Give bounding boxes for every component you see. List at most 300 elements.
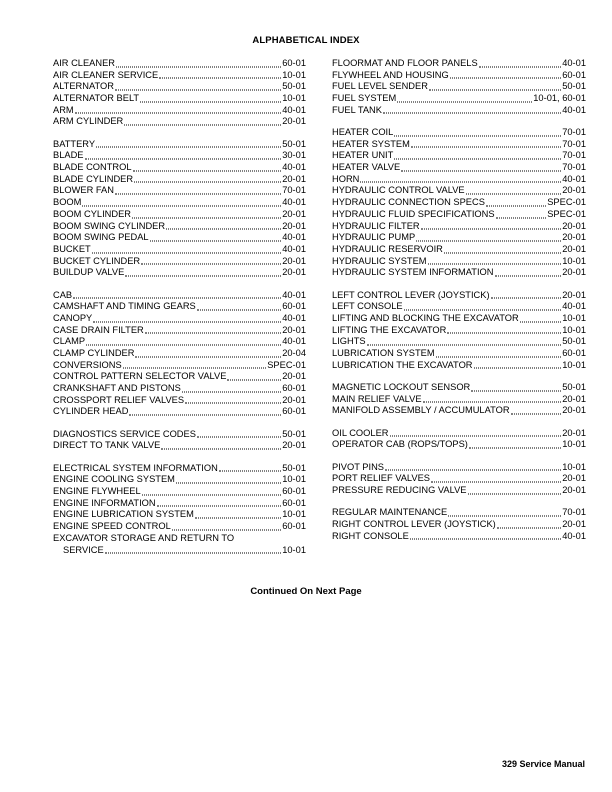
index-entry	[53, 429, 306, 441]
index-entry-name: EXCAVATOR STORAGE AND RETURN TO	[53, 532, 235, 543]
index-entry	[53, 440, 306, 452]
dot-leader	[520, 320, 562, 322]
index-entry-name: MANIFOLD ASSEMBLY / ACCUMULATOR	[332, 405, 510, 416]
dot-leader	[96, 146, 281, 148]
index-entry-name: RIGHT CONTROL LEVER (JOYSTICK)	[332, 518, 496, 529]
index-entry-page: 60-01	[562, 69, 586, 80]
index-group	[332, 428, 586, 451]
index-entry	[332, 462, 586, 474]
dot-leader	[416, 239, 561, 241]
index-entry-name: BLADE	[53, 150, 84, 161]
index-entry-page: 70-01	[282, 185, 306, 196]
index-entry-page: 20-01	[282, 394, 306, 405]
dot-leader	[166, 228, 281, 230]
index-entry	[53, 509, 306, 521]
index-entry-page: 50-01	[562, 381, 586, 392]
index-entry	[53, 185, 306, 197]
dot-leader	[450, 77, 561, 79]
index-entry-page: 40-01	[282, 336, 306, 347]
index-entry-page: 50-01	[282, 428, 306, 439]
dot-leader	[448, 514, 561, 516]
index-entry-page: 70-01	[562, 138, 586, 149]
index-entry-name: FUEL LEVEL SENDER	[332, 81, 428, 92]
dot-leader	[428, 263, 562, 265]
dot-leader	[123, 367, 267, 369]
index-entry-page: 20-01	[562, 243, 586, 254]
index-entry-page: 10-01	[562, 461, 586, 472]
index-entry	[53, 533, 306, 545]
index-entry-page: 50-01	[282, 138, 306, 149]
index-entry-name: HYDRAULIC SYSTEM	[332, 255, 427, 266]
index-entry	[53, 360, 306, 372]
index-entry-page: 10-01	[282, 93, 306, 104]
index-entry-page: 20-01	[562, 393, 586, 404]
dot-leader	[421, 228, 562, 230]
index-entry	[332, 519, 586, 531]
index-entry	[53, 267, 306, 279]
index-entry	[53, 244, 306, 256]
dot-leader	[145, 332, 281, 334]
dot-leader	[115, 89, 281, 91]
index-entry-page: 60-01	[282, 486, 306, 497]
dot-leader	[161, 448, 281, 450]
index-entry-page: 20-04	[282, 348, 306, 358]
index-entry	[53, 313, 306, 325]
index-entry-name: CRANKSHAFT AND PISTONS	[53, 383, 181, 394]
index-entry-page: 20-01	[282, 324, 306, 335]
index-entry	[332, 162, 586, 174]
index-entry-name: HEATER COIL	[332, 127, 394, 138]
index-entry-page: 40-01	[562, 530, 586, 541]
dot-leader	[491, 297, 562, 299]
index-entry-page: 20-01	[562, 220, 586, 231]
index-entry-name: HEATER SYSTEM	[332, 138, 410, 149]
index-entry	[332, 507, 586, 519]
dot-leader	[394, 134, 561, 136]
index-entry	[53, 174, 306, 186]
dot-leader	[105, 552, 282, 554]
index-entry-page: 60-01	[282, 497, 306, 508]
index-entry-name: BUCKET CYLINDER	[53, 255, 141, 266]
index-entry-page: 70-01	[562, 150, 586, 161]
index-entry-name: CAB	[53, 289, 73, 300]
index-entry-page: 10-01, 60-01	[533, 93, 586, 104]
index-entry-page: 70-01	[562, 162, 586, 173]
index-entry-name: CYLINDER HEAD	[53, 406, 129, 417]
index-entry-page: 70-01	[562, 127, 586, 138]
dot-leader	[134, 181, 281, 183]
index-entry-name: FLYWHEEL AND HOUSING	[332, 69, 449, 80]
index-entry-page: 40-01	[282, 162, 306, 173]
index-entry-name: ENGINE SPEED CONTROL	[53, 521, 171, 532]
index-entry	[332, 127, 586, 139]
index-entry-name: BLOWER FAN	[53, 185, 114, 196]
dot-leader	[172, 528, 281, 530]
index-group	[53, 429, 306, 452]
index-entry	[53, 545, 306, 557]
dot-leader	[92, 251, 282, 253]
index-entry	[332, 428, 586, 440]
dot-leader	[176, 482, 281, 484]
index-entry	[332, 105, 586, 117]
index-entry-page: 60-01	[562, 348, 586, 358]
index-entry-page: 20-01	[282, 267, 306, 278]
index-entry-name: PRESSURE REDUCING VALVE	[332, 484, 467, 495]
index-entry-page: 10-01	[282, 544, 306, 555]
index-entry-page: 40-01	[282, 197, 306, 208]
dot-leader	[125, 274, 281, 276]
index-entry-page: 10-01	[562, 324, 586, 335]
index-group	[53, 139, 306, 279]
dot-leader	[75, 112, 282, 114]
dot-leader	[431, 480, 561, 482]
dot-leader	[423, 401, 562, 403]
index-entry-page: 50-01	[562, 336, 586, 347]
dot-leader	[159, 77, 281, 79]
index-entry-name: LEFT CONTROL LEVER (JOYSTICK)	[332, 289, 490, 300]
index-entry	[53, 474, 306, 486]
index-entry-name: LUBRICATION SYSTEM	[332, 348, 435, 358]
index-entry-page: 20-01	[282, 116, 306, 127]
dot-leader	[411, 146, 561, 148]
index-entry	[332, 81, 586, 93]
index-entry	[53, 105, 306, 117]
index-entry	[53, 348, 306, 360]
index-entry-name: HYDRAULIC SYSTEM INFORMATION	[332, 267, 494, 278]
index-entry-page: 10-01	[282, 474, 306, 485]
index-entry-name: LIFTING THE EXCAVATOR	[332, 324, 447, 335]
index-entry	[332, 336, 586, 348]
index-entry	[332, 139, 586, 151]
index-entry	[53, 232, 306, 244]
dot-leader	[85, 158, 282, 160]
index-entry-page: 20-01	[562, 427, 586, 438]
dot-leader	[197, 436, 281, 438]
continued-note: Continued On Next Page	[250, 586, 362, 597]
index-entry-name: HYDRAULIC RESERVOIR	[332, 243, 443, 254]
dot-leader	[141, 263, 281, 265]
index-entry-page: 70-01	[562, 507, 586, 518]
index-entry-name: CROSSPORT RELIEF VALVES	[53, 394, 185, 405]
index-entry-name: HYDRAULIC CONTROL VALVE	[332, 185, 465, 196]
index-entry-name: CONVERSIONS	[53, 359, 122, 370]
index-entry	[332, 405, 586, 417]
dot-leader	[150, 239, 282, 241]
index-entry-page: SPEC-01	[547, 208, 586, 219]
dot-leader	[124, 124, 281, 126]
index-entry-name: CASE DRAIN FILTER	[53, 324, 144, 335]
index-entry-page: 20-01	[282, 371, 306, 382]
index-entry	[332, 394, 586, 406]
dot-leader	[133, 169, 282, 171]
index-entry-page: 10-01	[282, 69, 306, 80]
index-entry-name: FLOORMAT AND FLOOR PANELS	[332, 58, 478, 68]
index-entry-name: ALTERNATOR	[53, 81, 114, 92]
index-entry	[332, 382, 586, 394]
dot-leader	[394, 158, 561, 160]
index-entry-page: 20-01	[562, 484, 586, 495]
index-entry-page: 40-01	[562, 104, 586, 115]
dot-leader	[390, 435, 562, 437]
index-column-right	[332, 58, 586, 553]
index-entry	[332, 325, 586, 337]
dot-leader	[474, 367, 562, 369]
footer-manual-name: 329 Service Manual	[501, 759, 585, 769]
index-entry-page: 10-01	[562, 312, 586, 323]
index-entry	[53, 221, 306, 233]
dot-leader	[116, 65, 281, 67]
index-entry-name: BOOM CYLINDER	[53, 208, 132, 219]
dot-leader	[496, 216, 547, 218]
index-entry-page: 40-01	[282, 243, 306, 254]
index-entry-page: 40-01	[282, 232, 306, 243]
dot-leader	[132, 216, 281, 218]
index-entry-name: PORT RELIEF VALVES	[332, 473, 430, 484]
index-entry-page: SPEC-01	[547, 197, 586, 208]
dot-leader	[410, 538, 561, 540]
index-entry-page: 40-01	[282, 312, 306, 323]
dot-leader	[383, 112, 561, 114]
index-entry-page: 20-01	[282, 173, 306, 184]
dot-leader	[82, 204, 281, 206]
index-entry-name: LEFT CONSOLE	[332, 301, 403, 312]
index-entry-name: ELECTRICAL SYSTEM INFORMATION	[53, 462, 218, 473]
index-entry-name: SERVICE	[63, 544, 104, 555]
dot-leader	[436, 355, 562, 357]
dot-leader	[511, 413, 562, 415]
index-entry-page: 60-01	[282, 406, 306, 417]
dot-leader	[129, 414, 281, 416]
index-entry	[332, 256, 586, 268]
index-entry	[332, 93, 586, 105]
index-entry	[332, 197, 586, 209]
index-entry-name: BLADE CONTROL	[53, 162, 132, 173]
dot-leader	[227, 379, 281, 381]
dot-leader	[471, 389, 561, 391]
index-entry-page: 40-01	[562, 173, 586, 184]
dot-leader	[469, 447, 561, 449]
index-entry-page: 20-01	[282, 255, 306, 266]
index-entry-page: 10-01	[562, 255, 586, 266]
index-entry-name: HEATER UNIT	[332, 150, 394, 161]
index-group	[332, 58, 586, 116]
index-entry-name: ENGINE COOLING SYSTEM	[53, 474, 175, 485]
index-entry-name: BOOM	[53, 197, 82, 208]
index-entry	[53, 256, 306, 268]
index-entry-name: CONTROL PATTERN SELECTOR VALVE	[53, 371, 227, 382]
index-entry-name: HYDRAULIC CONNECTION SPECS	[332, 197, 485, 208]
dot-leader	[429, 89, 561, 91]
index-entry	[53, 395, 306, 407]
index-entry-page: 20-01	[562, 289, 586, 300]
index-entry-page: 40-01	[562, 301, 586, 312]
index-entry	[332, 267, 586, 279]
index-entry	[53, 290, 306, 302]
index-entry	[332, 174, 586, 186]
index-entry-page: 40-01	[282, 104, 306, 115]
dot-leader	[401, 169, 561, 171]
dot-leader	[495, 274, 562, 276]
index-entry-name: DIRECT TO TANK VALVE	[53, 440, 161, 451]
dot-leader	[185, 402, 281, 404]
index-entry-page: 30-01	[282, 150, 306, 161]
index-group	[332, 462, 586, 497]
index-entry	[332, 301, 586, 313]
dot-leader	[197, 308, 281, 310]
index-entry-page: 50-01	[562, 81, 586, 92]
index-entry	[332, 360, 586, 372]
index-entry	[332, 185, 586, 197]
index-entry-name: BUCKET	[53, 243, 91, 254]
dot-leader	[447, 332, 561, 334]
index-entry-page: 20-01	[562, 473, 586, 484]
index-entry-page: 40-01	[282, 289, 306, 300]
index-entry-page: 20-01	[282, 220, 306, 231]
index-entry	[53, 325, 306, 337]
index-entry-page: 40-01	[562, 58, 586, 68]
index-entry-name: CAMSHAFT AND TIMING GEARS	[53, 301, 196, 312]
index-entry-name: LIGHTS	[332, 336, 366, 347]
index-group	[332, 382, 586, 417]
index-entry-name: MAIN RELIEF VALVE	[332, 393, 422, 404]
dot-leader	[195, 517, 281, 519]
dot-leader	[479, 65, 562, 67]
index-column-left	[53, 58, 306, 567]
index-entry-name: HORN	[332, 173, 360, 184]
index-entry	[332, 348, 586, 360]
index-entry-name: HEATER VALVE	[332, 162, 401, 173]
dot-leader	[486, 204, 546, 206]
index-entry	[53, 116, 306, 128]
dot-leader	[182, 390, 281, 392]
dot-leader	[404, 308, 562, 310]
index-entry	[53, 336, 306, 348]
index-group	[53, 290, 306, 419]
index-entry-name: BUILDUP VALVE	[53, 267, 125, 278]
index-entry-page: 20-01	[562, 267, 586, 278]
dot-leader	[93, 320, 281, 322]
index-entry-page: 50-01	[282, 462, 306, 473]
index-entry	[53, 209, 306, 221]
index-entry-name: HYDRAULIC FILTER	[332, 220, 420, 231]
index-entry	[53, 406, 306, 418]
dot-leader	[367, 344, 562, 346]
index-entry-name: HYDRAULIC PUMP	[332, 232, 416, 243]
dot-leader	[385, 469, 561, 471]
index-entry-name: CLAMP CYLINDER	[53, 348, 135, 358]
dot-leader	[135, 355, 281, 357]
index-entry-name: OIL COOLER	[332, 427, 389, 438]
index-group	[53, 58, 306, 128]
dot-leader	[140, 100, 281, 102]
dot-leader	[468, 492, 562, 494]
index-entry-page: 20-01	[282, 208, 306, 219]
index-entry	[332, 232, 586, 244]
dot-leader	[466, 193, 562, 195]
index-entry	[53, 70, 306, 82]
index-entry	[53, 162, 306, 174]
index-entry	[53, 521, 306, 533]
index-entry-name: ENGINE LUBRICATION SYSTEM	[53, 509, 194, 520]
index-entry-page: 10-01	[562, 359, 586, 370]
dot-leader	[444, 251, 561, 253]
index-entry-name: BLADE CYLINDER	[53, 173, 134, 184]
index-entry	[332, 290, 586, 302]
index-entry-page: 10-01	[562, 439, 586, 450]
index-entry-name: REGULAR MAINTENANCE	[332, 507, 448, 518]
index-entry-name: BOOM SWING PEDAL	[53, 232, 149, 243]
index-entry-name: HYDRAULIC FLUID SPECIFICATIONS	[332, 208, 495, 219]
index-entry	[53, 371, 306, 383]
index-entry	[332, 531, 586, 543]
page-title: ALPHABETICAL INDEX	[252, 35, 360, 46]
index-entry	[332, 70, 586, 82]
index-entry-page: 60-01	[282, 383, 306, 394]
dot-leader	[497, 526, 561, 528]
dot-leader	[219, 470, 281, 472]
index-entry-page: 60-01	[282, 301, 306, 312]
index-entry	[53, 81, 306, 93]
index-entry-name: PIVOT PINS	[332, 461, 385, 472]
index-entry-page: SPEC-01	[267, 359, 306, 370]
index-entry	[332, 473, 586, 485]
index-entry-name: CLAMP	[53, 336, 86, 347]
index-entry	[332, 244, 586, 256]
index-entry	[332, 221, 586, 233]
index-entry-page: 20-01	[562, 518, 586, 529]
index-entry-page: 10-01	[282, 509, 306, 520]
index-entry	[332, 439, 586, 451]
dot-leader	[73, 297, 281, 299]
index-entry	[53, 301, 306, 313]
index-entry-name: MAGNETIC LOCKOUT SENSOR	[332, 381, 471, 392]
dot-leader	[86, 344, 281, 346]
index-group	[332, 127, 586, 279]
index-entry-name: BOOM SWING CYLINDER	[53, 220, 166, 231]
index-entry-name: OPERATOR CAB (ROPS/TOPS)	[332, 439, 468, 450]
index-entry	[53, 383, 306, 395]
index-entry	[53, 463, 306, 475]
index-entry	[53, 486, 306, 498]
index-entry-name: LIFTING AND BLOCKING THE EXCAVATOR	[332, 312, 519, 323]
index-entry	[332, 150, 586, 162]
index-entry-page: 60-01	[282, 521, 306, 532]
index-entry-name: FUEL SYSTEM	[332, 93, 397, 104]
index-entry-name: BATTERY	[53, 138, 96, 149]
dot-leader	[115, 193, 281, 195]
dot-leader	[142, 493, 282, 495]
index-entry-page: 20-01	[562, 185, 586, 196]
index-entry	[332, 209, 586, 221]
dot-leader	[397, 100, 532, 102]
index-entry-name: ARM CYLINDER	[53, 116, 124, 127]
index-entry	[53, 498, 306, 510]
index-entry-page: 20-01	[562, 405, 586, 416]
dot-leader	[360, 181, 561, 183]
index-entry	[332, 485, 586, 497]
index-entry-page: 60-01	[282, 58, 306, 68]
index-entry-name: RIGHT CONSOLE	[332, 530, 409, 541]
index-group	[53, 463, 306, 557]
index-entry-name: CANOPY	[53, 312, 93, 323]
index-group	[332, 290, 586, 372]
index-entry-name: ENGINE FLYWHEEL	[53, 486, 141, 497]
index-entry	[53, 93, 306, 105]
index-entry-name: AIR CLEANER SERVICE	[53, 69, 159, 80]
index-entry-page: 50-01	[282, 81, 306, 92]
index-entry	[53, 58, 306, 70]
index-entry	[332, 313, 586, 325]
